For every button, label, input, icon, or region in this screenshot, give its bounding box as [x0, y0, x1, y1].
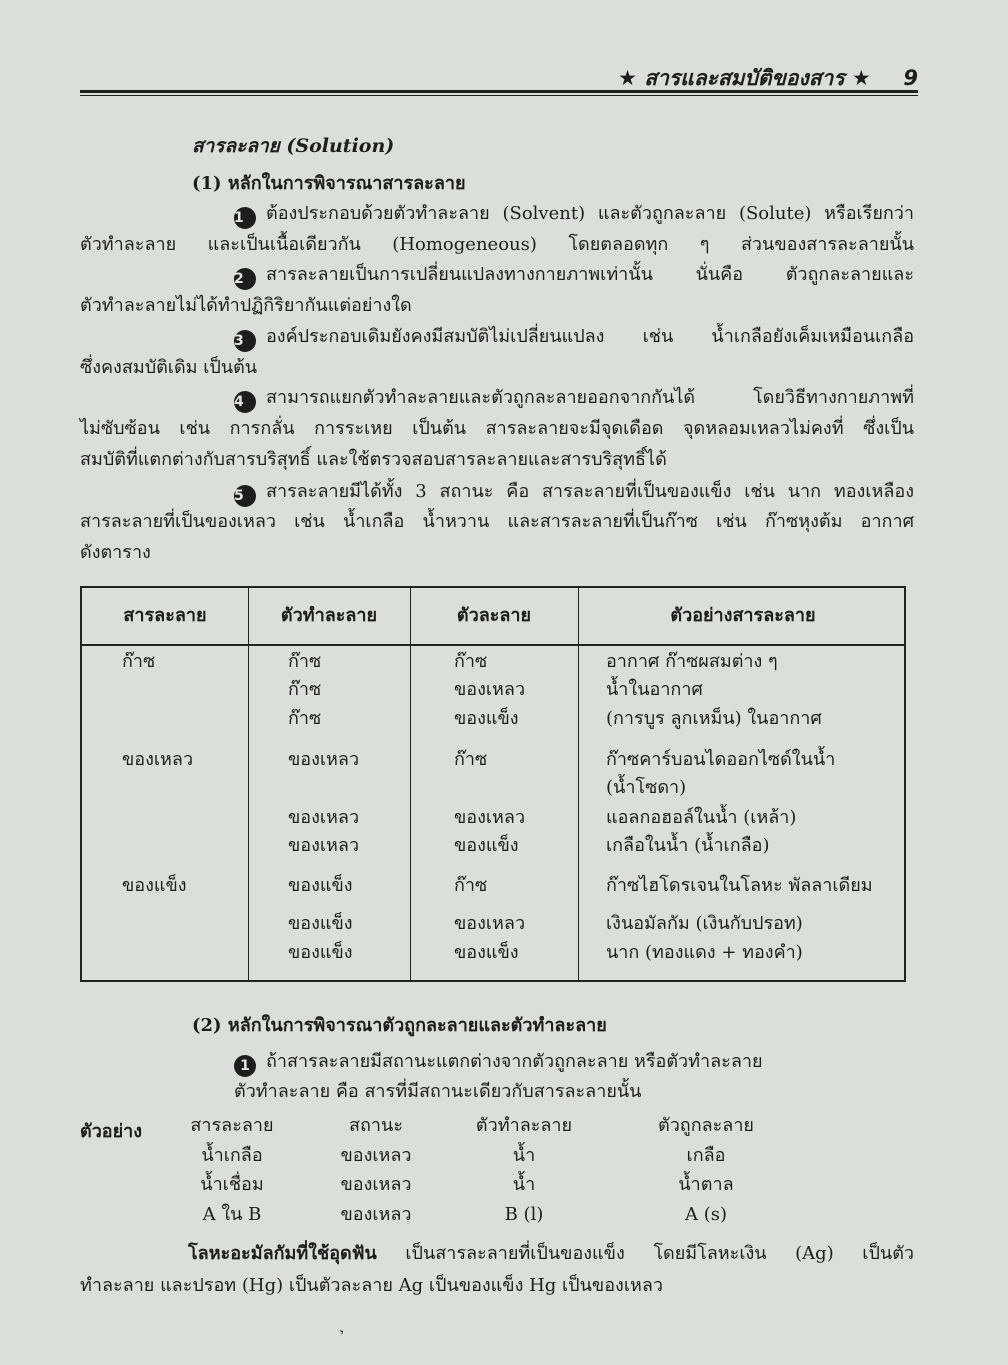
table-cell: ของแข็ง — [288, 875, 353, 896]
bullet-5-icon: 5 — [234, 485, 256, 507]
table-cell: ของเหลว — [288, 835, 360, 856]
table-column-divider — [248, 588, 249, 980]
table-cell: นาก (ทองแดง + ทองคำ) — [606, 942, 803, 963]
example-cell: เกลือ — [686, 1145, 726, 1166]
table-cell: แอลกอฮอล์ในน้ำ (เหล้า) — [606, 807, 797, 828]
section-title: สารละลาย (Solution) — [192, 135, 395, 157]
bullet-3-icon: 3 — [234, 330, 256, 352]
item-3-line-1: 3 องค์ประกอบเดิมยังคงมีสมบัติไม่เปลี่ยนแปลง เช่น น้ำเกลือยังเค็มเหมือนเกลือ — [234, 325, 914, 352]
table-cell: น้ำในอากาศ — [606, 679, 703, 700]
table-cell: ก๊าซ — [122, 651, 156, 672]
table-column-divider — [578, 588, 579, 980]
table-cell: ก๊าซคาร์บอนไดออกไซด์ในน้ำ — [606, 749, 836, 770]
bullet-4-icon: 4 — [234, 391, 256, 413]
example-cell: น้ำ — [512, 1145, 536, 1166]
table-header-examples: ตัวอย่างสารละลาย — [670, 605, 816, 626]
header-rule — [80, 90, 918, 93]
item-1-line-2: ตัวทำละลาย และเป็นเนื้อเดียวกัน (Homogeneous) โดยตลอดทุก ๆ ส่วนของสารละลายนั้น — [80, 234, 914, 255]
header-title: ★ สารและสมบัติของสาร ★ — [618, 66, 871, 90]
part2-item-1-line-2: ตัวทำละลาย คือ สารที่มีสถานะเดียวกับสารละลายนั้น — [234, 1081, 642, 1102]
table-cell: อากาศ ก๊าซผสมต่าง ๆ — [606, 651, 778, 672]
example-header: สถานะ — [349, 1115, 403, 1136]
table-cell: ของเหลว — [288, 749, 360, 770]
example-cell: A (s) — [684, 1204, 727, 1225]
table-cell: ของแข็ง — [454, 708, 519, 729]
example-cell: น้ำเกลือ — [201, 1145, 263, 1166]
table-cell: ก๊าซ — [288, 679, 322, 700]
example-label: ตัวอย่าง — [80, 1121, 143, 1142]
item-2-line-1: 2 สารละลายเป็นการเปลี่ยนแปลงทางกายภาพเท่านั้น นั่นคือ ตัวถูกละลายและ — [234, 263, 914, 290]
table-cell: ของเหลว — [288, 807, 360, 828]
table-cell: (น้ำโซดา) — [606, 777, 687, 798]
item-4-line-1: 4 สามารถแยกตัวทำละลายและตัวถูกละลายออกจากกันได้ โดยวิธีทางกายภาพที่ — [234, 386, 914, 413]
item-5-line-2: สารละลายที่เป็นของเหลว เช่น น้ำเกลือ น้ำหวาน และสารละลายที่เป็นก๊าซ เช่น ก๊าซหุงต้ม อากาศ — [80, 511, 914, 532]
table-cell: ของเหลว — [122, 749, 194, 770]
example-cell: น้ำ — [512, 1174, 536, 1195]
example-header: ตัวทำละลาย — [475, 1115, 573, 1136]
table-cell: ก๊าซไฮโดรเจนในโลหะ พัลลาเดียม — [606, 875, 873, 896]
table-cell: ของเหลว — [454, 913, 526, 934]
footer-mark: י — [340, 1326, 344, 1342]
table-cell: ของแข็ง — [454, 942, 519, 963]
example-cell: ของเหลว — [340, 1145, 412, 1166]
page-number: 9 — [903, 66, 918, 90]
part2-item-1-line-1: 1 ถ้าสารละลายมีสถานะแตกต่างจากตัวถูกละลาย หรือตัวทำละลาย — [234, 1050, 763, 1077]
table-cell: ของแข็ง — [122, 875, 187, 896]
bullet-1-icon: 1 — [234, 1055, 256, 1077]
part2-heading: (2) หลักในการพิจารณาตัวถูกละลายและตัวทำละลาย — [192, 1015, 607, 1036]
table-cell: ก๊าซ — [454, 749, 488, 770]
table-header-rule — [82, 644, 904, 646]
header-rule-thin — [80, 95, 918, 96]
bullet-1-icon: 1 — [234, 207, 256, 229]
item-5-line-1: 5 สารละลายมีได้ทั้ง 3 สถานะ คือ สารละลายที่เป็นของแข็ง เช่น นาก ทองเหลือง — [234, 480, 914, 507]
table-cell: เกลือในน้ำ (น้ำเกลือ) — [606, 835, 770, 856]
example-header: สารละลาย — [190, 1115, 274, 1136]
example-cell: A ใน B — [202, 1204, 262, 1225]
table-cell: ของแข็ง — [288, 942, 353, 963]
solution-types-table — [80, 586, 906, 982]
bullet-2-icon: 2 — [234, 268, 256, 290]
part1-heading: (1) หลักในการพิจารณาสารละลาย — [192, 173, 466, 194]
table-cell: ก๊าซ — [454, 651, 488, 672]
item-4-line-3: สมบัติที่แตกต่างกับสารบริสุทธิ์ และใช้ตรวจสอบสารละลายและสารบริสุทธิ์ได้ — [80, 449, 667, 470]
running-header — [80, 58, 918, 96]
example-cell: ของเหลว — [340, 1174, 412, 1195]
table-cell: ของเหลว — [454, 679, 526, 700]
item-2-line-2: ตัวทำละลายไม่ได้ทำปฏิกิริยากันแต่อย่างใด — [80, 295, 412, 316]
table-cell: ของแข็ง — [454, 835, 519, 856]
closing-lead: โลหะอะมัลกัมที่ใช้อุดฟัน — [188, 1243, 377, 1264]
table-cell: (การบูร ลูกเหม็น) ในอากาศ — [606, 708, 822, 729]
table-cell: ก๊าซ — [454, 875, 488, 896]
table-header-solute: ตัวละลาย — [456, 605, 532, 626]
example-cell: ของเหลว — [340, 1204, 412, 1225]
example-cell: น้ำตาล — [678, 1174, 734, 1195]
item-5-line-3: ดังตาราง — [80, 542, 151, 563]
table-cell: ก๊าซ — [288, 708, 322, 729]
table-cell: ก๊าซ — [288, 651, 322, 672]
item-1-line-1: 1 ต้องประกอบด้วยตัวทำละลาย (Solvent) และตัวถูกละลาย (Solute) หรือเรียกว่า — [234, 202, 914, 229]
table-header-solvent: ตัวทำละลาย — [280, 605, 378, 626]
table-header-solution: สารละลาย — [123, 605, 207, 626]
closing-line-1: โลหะอะมัลกัมที่ใช้อุดฟัน เป็นสารละลายที่เป็นของแข็ง โดยมีโลหะเงิน (Ag) เป็นตัว — [188, 1243, 914, 1264]
example-cell: น้ำเชื่อม — [200, 1174, 264, 1195]
table-cell: เงินอมัลกัม (เงินกับปรอท) — [606, 913, 803, 934]
closing-line-2: ทำละลาย และปรอท (Hg) เป็นตัวละลาย Ag เป็นของแข็ง Hg เป็นของเหลว — [80, 1275, 663, 1296]
table-column-divider — [410, 588, 411, 980]
table-cell: ของแข็ง — [288, 913, 353, 934]
example-header: ตัวถูกละลาย — [658, 1115, 754, 1136]
table-cell: ของเหลว — [454, 807, 526, 828]
item-3-line-2: ซึ่งคงสมบัติเดิม เป็นต้น — [80, 357, 258, 378]
item-4-line-2: ไม่ซับซ้อน เช่น การกลั่น การระเหย เป็นต้น สารละลายจะมีจุดเดือด จุดหลอมเหลวไม่คงที่ ซึ่งเป็น — [80, 418, 914, 439]
example-cell: B (l) — [504, 1204, 544, 1225]
